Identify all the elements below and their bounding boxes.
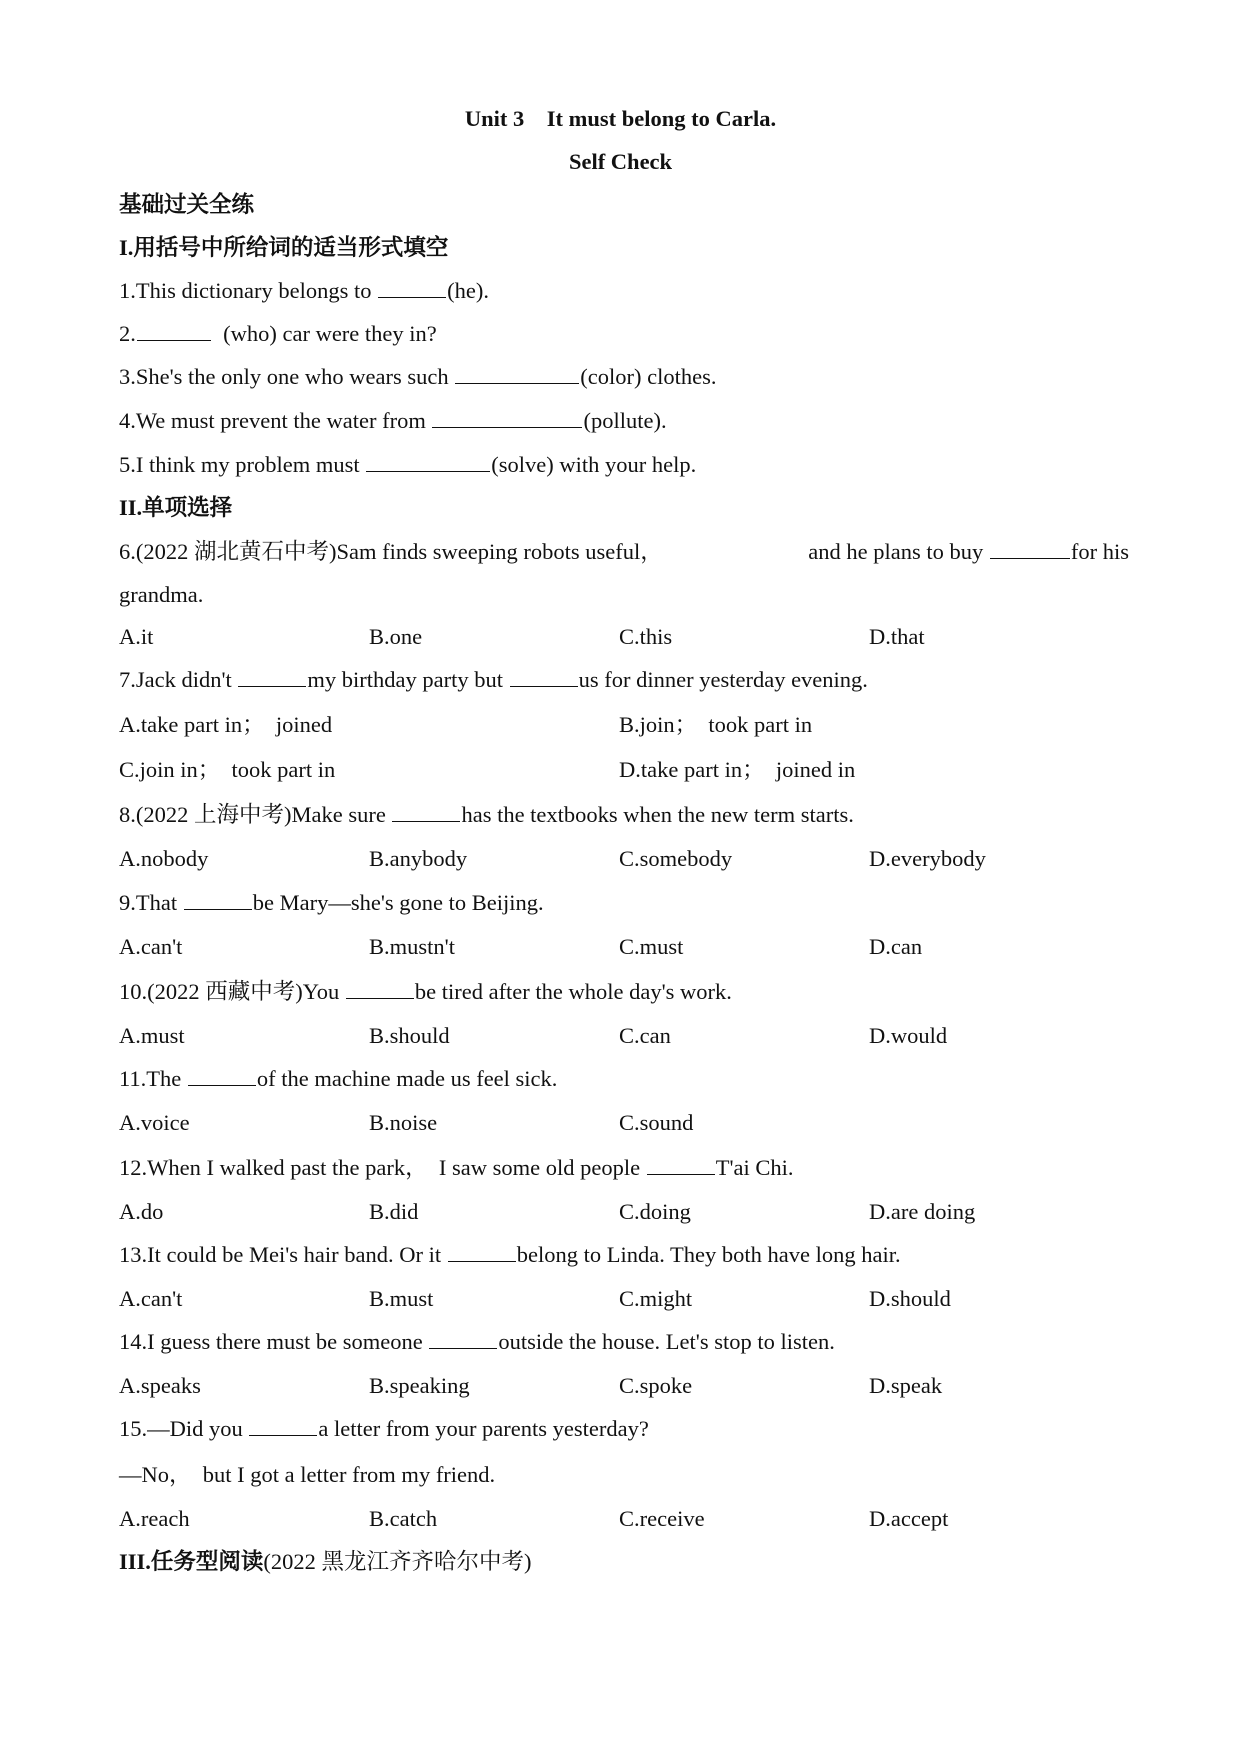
q13-option-a[interactable]: A.can't [119, 1286, 183, 1311]
q15-text-pre: 15.—Did you [119, 1416, 249, 1441]
question-10 [119, 977, 1129, 1007]
question-13 [119, 1240, 1129, 1270]
q4-blank[interactable] [432, 407, 582, 428]
q13-blank[interactable] [448, 1241, 516, 1262]
q10-text-post: be tired after the whole day's work. [414, 979, 732, 1004]
question-7 [119, 665, 1129, 695]
section-heading: 基础过关全练 [119, 192, 255, 217]
question-14 [119, 1327, 1129, 1357]
q8-option-b[interactable]: B.anybody [369, 846, 468, 871]
q10-blank[interactable] [346, 978, 414, 999]
q8-text-post: has the textbooks when the new term starts. [461, 802, 854, 827]
q7-text-post: us for dinner yesterday evening. [578, 667, 868, 692]
question-3 [119, 362, 1129, 392]
q8-option-d[interactable]: D.everybody [869, 846, 986, 871]
q3-text-pre: 3.She's the only one who wears such [119, 364, 455, 389]
q14-option-c[interactable]: C.spoke [619, 1373, 693, 1398]
q15-reply: —No， but I got a letter from my friend. [119, 1462, 496, 1487]
part1-heading: I.用括号中所给词的适当形式填空 [119, 235, 449, 260]
question-2 [119, 319, 1129, 349]
q11-text-pre: 11.The [119, 1066, 187, 1091]
q8-text-pre: 8.(2022 上海中考)Make sure [119, 802, 392, 827]
q15-blank[interactable] [249, 1415, 317, 1436]
q8-blank[interactable] [392, 801, 460, 822]
q11-blank[interactable] [188, 1065, 256, 1086]
question-9 [119, 888, 1129, 918]
q14-text-pre: 14.I guess there must be someone [119, 1329, 429, 1354]
q12-blank[interactable] [647, 1154, 715, 1175]
q10-text-pre: 10.(2022 西藏中考)You [119, 979, 345, 1004]
q13-option-d[interactable]: D.should [869, 1286, 951, 1311]
q15-option-c[interactable]: C.receive [619, 1506, 705, 1531]
q4-text-post: (pollute). [583, 408, 667, 433]
q4-text-pre: 4.We must prevent the water from [119, 408, 432, 433]
page-subtitle: Self Check [568, 149, 673, 174]
q14-option-b[interactable]: B.speaking [369, 1373, 470, 1398]
q14-blank[interactable] [429, 1328, 497, 1349]
q15-option-d[interactable]: D.accept [869, 1506, 949, 1531]
q6-option-b[interactable]: B.one [369, 624, 423, 649]
q14-text-post: outside the house. Let's stop to listen. [498, 1329, 835, 1354]
q6-text-pre: 6.(2022 湖北黄石中考)Sam finds sweeping robots useful， [119, 539, 663, 564]
question-6 [119, 537, 1129, 567]
question-11 [119, 1064, 1129, 1094]
part3-heading-source: (2022 黑龙江齐齐哈尔中考) [263, 1549, 532, 1574]
q3-blank[interactable] [455, 363, 579, 384]
q13-option-b[interactable]: B.must [369, 1286, 434, 1311]
q5-text-post: (solve) with your help. [491, 452, 697, 477]
question-8 [119, 800, 1129, 830]
part3-heading [119, 1547, 1129, 1577]
q9-option-c[interactable]: C.must [619, 934, 684, 959]
q12-option-b[interactable]: B.did [369, 1199, 419, 1224]
q13-option-c[interactable]: C.might [619, 1286, 693, 1311]
page-title: Unit 3 It must belong to Carla. [464, 106, 777, 131]
q6-text-post: for his [1070, 539, 1129, 564]
q7-text-mid: my birthday party but [307, 667, 509, 692]
q10-option-b[interactable]: B.should [369, 1023, 450, 1048]
q8-option-a[interactable]: A.nobody [119, 846, 209, 871]
q2-text-pre: 2. [119, 321, 136, 346]
q1-text-post: (he). [447, 278, 489, 303]
q9-option-b[interactable]: B.mustn't [369, 934, 455, 959]
q10-option-a[interactable]: A.must [119, 1023, 185, 1048]
q9-text-post: be Mary—she's gone to Beijing. [252, 890, 544, 915]
q6-option-a[interactable]: A.it [119, 624, 154, 649]
question-15 [119, 1414, 1129, 1444]
q12-option-c[interactable]: C.doing [619, 1199, 691, 1224]
q2-text-post: (who) car were they in? [223, 321, 437, 346]
q12-option-d[interactable]: D.are doing [869, 1199, 976, 1224]
q7-option-b[interactable]: B.join； took part in [619, 712, 813, 737]
q2-blank[interactable] [137, 320, 211, 341]
q3-text-post: (color) clothes. [580, 364, 717, 389]
q6-text-mid: and he plans to buy [808, 539, 989, 564]
q7-text-pre: 7.Jack didn't [119, 667, 238, 692]
q13-text-post: belong to Linda. They both have long hair. [516, 1242, 901, 1267]
q7-blank-1[interactable] [238, 666, 306, 687]
q10-option-c[interactable]: C.can [619, 1023, 671, 1048]
q11-option-a[interactable]: A.voice [119, 1110, 190, 1135]
q9-option-a[interactable]: A.can't [119, 934, 183, 959]
q11-option-c[interactable]: C.sound [619, 1110, 694, 1135]
question-4 [119, 406, 1129, 436]
q11-text-post: of the machine made us feel sick. [256, 1066, 558, 1091]
q1-blank[interactable] [378, 277, 446, 298]
q12-option-a[interactable]: A.do [119, 1199, 164, 1224]
q12-text-pre: 12.When I walked past the park， I saw some old people [119, 1155, 646, 1180]
q9-blank[interactable] [184, 889, 252, 910]
q5-text-pre: 5.I think my problem must [119, 452, 366, 477]
q8-option-c[interactable]: C.somebody [619, 846, 733, 871]
q14-option-d[interactable]: D.speak [869, 1373, 943, 1398]
q7-option-c[interactable]: C.join in； took part in [119, 757, 336, 782]
q9-option-d[interactable]: D.can [869, 934, 923, 959]
part2-heading: II.单项选择 [119, 495, 233, 520]
q7-option-d[interactable]: D.take part in； joined in [619, 757, 856, 782]
question-12 [119, 1153, 1129, 1183]
q12-text-post: T'ai Chi. [715, 1155, 794, 1180]
q6-option-c[interactable]: C.this [619, 624, 673, 649]
q15-text-post: a letter from your parents yesterday? [318, 1416, 649, 1441]
q7-blank-2[interactable] [510, 666, 578, 687]
q9-text-pre: 9.That [119, 890, 183, 915]
question-5 [119, 450, 1129, 480]
q6-continuation: grandma. [119, 582, 204, 607]
question-1 [119, 276, 1129, 306]
q15-option-b[interactable]: B.catch [369, 1506, 438, 1531]
q6-text-rest [808, 537, 1129, 567]
part3-heading-title: III.任务型阅读 [119, 1549, 264, 1574]
q11-option-b[interactable]: B.noise [369, 1110, 438, 1135]
q15-option-a[interactable]: A.reach [119, 1506, 190, 1531]
q14-option-a[interactable]: A.speaks [119, 1373, 201, 1398]
q13-text-pre: 13.It could be Mei's hair band. Or it [119, 1242, 447, 1267]
q7-option-a[interactable]: A.take part in； joined [119, 712, 333, 737]
q10-option-d[interactable]: D.would [869, 1023, 948, 1048]
q1-text-pre: 1.This dictionary belongs to [119, 278, 378, 303]
q5-blank[interactable] [366, 451, 490, 472]
q6-option-d[interactable]: D.that [869, 624, 925, 649]
q6-blank[interactable] [990, 538, 1070, 559]
